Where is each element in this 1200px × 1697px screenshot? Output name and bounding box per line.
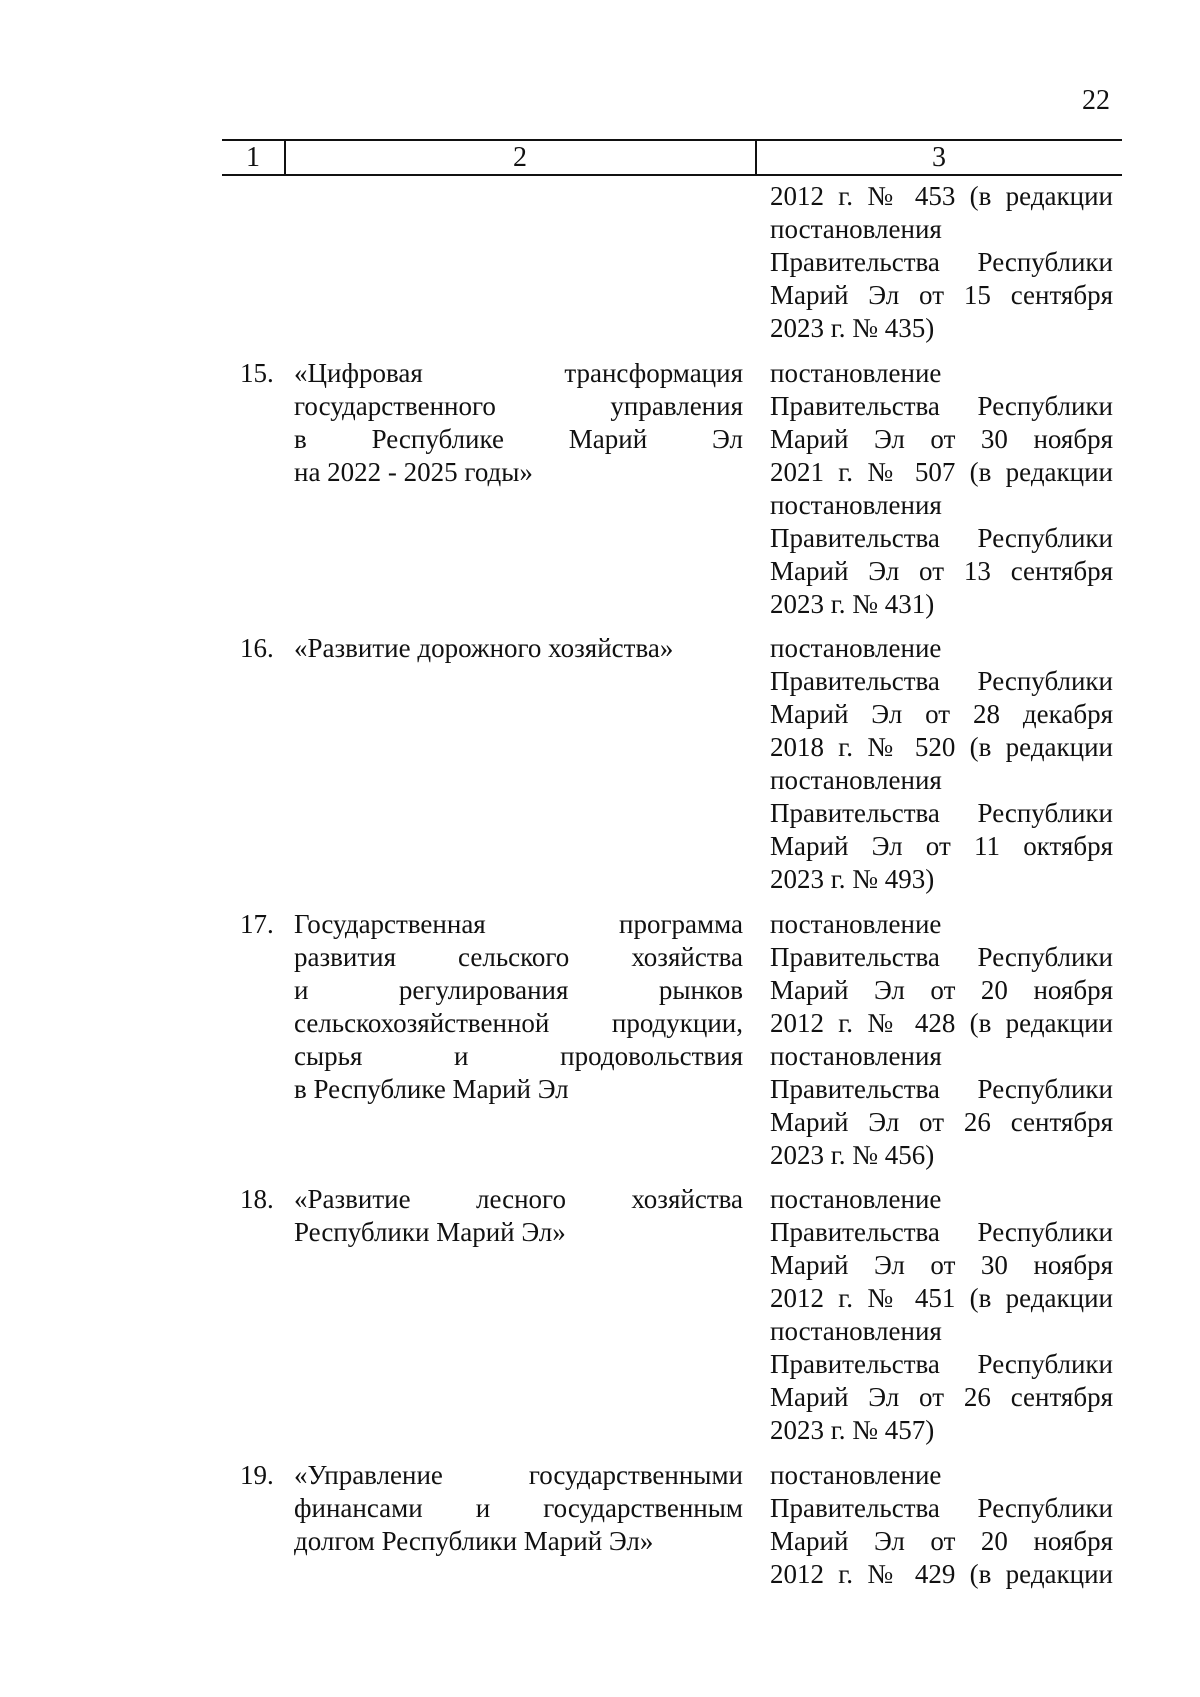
text-line: 2012 г. № 429 (в редакции <box>770 1559 1113 1589</box>
legal-act-cell <box>770 357 1113 621</box>
text-line: Марий Эл от 20 ноября <box>770 1526 1113 1556</box>
text-line: развития сельского хозяйства <box>294 942 743 972</box>
row-number: 18. <box>240 1184 274 1214</box>
continuation-cell <box>770 180 1113 345</box>
program-name-cell <box>294 1459 743 1558</box>
text-line: Правительства Республики <box>770 1493 1113 1523</box>
text-line: 2023 г. № 457) <box>770 1415 935 1445</box>
text-line: Марий Эл от 11 октября <box>770 831 1113 861</box>
text-line: Марий Эл от 26 сентября <box>770 1382 1113 1412</box>
text-line: 2023 г. № 493) <box>770 864 935 894</box>
table-header-col-1 <box>222 139 286 176</box>
legal-act-cell <box>770 1459 1113 1591</box>
table-header-col-3 <box>756 139 1122 176</box>
header-label-3: 3 <box>932 142 946 173</box>
text-line: Правительства Республики <box>770 942 1113 972</box>
row-number: 19. <box>240 1460 274 1490</box>
text-line: Марий Эл от 13 сентября <box>770 556 1113 586</box>
legal-act-cell <box>770 1183 1113 1447</box>
text-line: Республики Марий Эл» <box>294 1217 566 1247</box>
text-line: «Цифровая трансформация <box>294 358 743 388</box>
text-line: Марий Эл от 26 сентября <box>770 1107 1113 1137</box>
text-line: Государственная программа <box>294 909 743 939</box>
header-label-1: 1 <box>246 142 260 173</box>
text-line: 2012 г. № 451 (в редакции <box>770 1283 1113 1313</box>
text-line: сельскохозяйственной продукции, <box>294 1008 743 1038</box>
text-line: 2023 г. № 431) <box>770 589 935 619</box>
text-line: Правительства Республики <box>770 666 1113 696</box>
text-line: постановление <box>770 1184 942 1214</box>
row-number: 16. <box>240 633 274 663</box>
legal-act-cell <box>770 908 1113 1172</box>
text-line: в Республике Марий Эл <box>294 424 743 454</box>
row-number: 17. <box>240 909 274 939</box>
text-line: Правительства Республики <box>770 1217 1113 1247</box>
program-name-cell <box>294 908 743 1106</box>
text-line: постановления <box>770 214 942 244</box>
text-line: Правительства Республики <box>770 391 1113 421</box>
text-line: Марий Эл от 30 ноября <box>770 424 1113 454</box>
text-line: 2023 г. № 456) <box>770 1140 935 1170</box>
text-line: 2012 г. № 453 (в редакции <box>770 181 1113 211</box>
text-line: 2023 г. № 435) <box>770 313 935 343</box>
text-line: Марий Эл от 15 сентября <box>770 280 1113 310</box>
text-line: на 2022 - 2025 годы» <box>294 457 533 487</box>
text-line: Правительства Республики <box>770 247 1113 277</box>
program-name-cell <box>294 1183 743 1249</box>
text-line: постановление <box>770 1460 942 1490</box>
text-line: постановления <box>770 1041 942 1071</box>
text-line: Правительства Республики <box>770 1074 1113 1104</box>
text-line: 2018 г. № 520 (в редакции <box>770 732 1113 762</box>
text-line: сырья и продовольствия <box>294 1041 743 1071</box>
text-line: «Управление государственными <box>294 1460 743 1490</box>
row-number: 15. <box>240 358 274 388</box>
text-line: Марий Эл от 30 ноября <box>770 1250 1113 1280</box>
program-name-cell <box>294 357 743 489</box>
text-line: постановления <box>770 490 942 520</box>
text-line: «Развитие дорожного хозяйства» <box>294 633 674 663</box>
text-line: и регулирования рынков <box>294 975 743 1005</box>
program-name-cell <box>294 632 743 665</box>
text-line: постановление <box>770 358 942 388</box>
text-line: 2012 г. № 428 (в редакции <box>770 1008 1113 1038</box>
text-line: постановление <box>770 633 942 663</box>
text-line: Марий Эл от 28 декабря <box>770 699 1113 729</box>
page-number: 22 <box>1082 85 1110 116</box>
text-line: Правительства Республики <box>770 798 1113 828</box>
table-header-col-2 <box>284 139 757 176</box>
text-line: 2021 г. № 507 (в редакции <box>770 457 1113 487</box>
legal-act-cell <box>770 632 1113 896</box>
text-line: государственного управления <box>294 391 743 421</box>
text-line: Марий Эл от 20 ноября <box>770 975 1113 1005</box>
text-line: долгом Республики Марий Эл» <box>294 1526 654 1556</box>
text-line: в Республике Марий Эл <box>294 1074 569 1104</box>
text-line: постановление <box>770 909 942 939</box>
text-line: Правительства Республики <box>770 1349 1113 1379</box>
text-line: финансами и государственным <box>294 1493 743 1523</box>
header-label-2: 2 <box>513 142 527 173</box>
text-line: Правительства Республики <box>770 523 1113 553</box>
text-line: постановления <box>770 765 942 795</box>
text-line: «Развитие лесного хозяйства <box>294 1184 743 1214</box>
text-line: постановления <box>770 1316 942 1346</box>
